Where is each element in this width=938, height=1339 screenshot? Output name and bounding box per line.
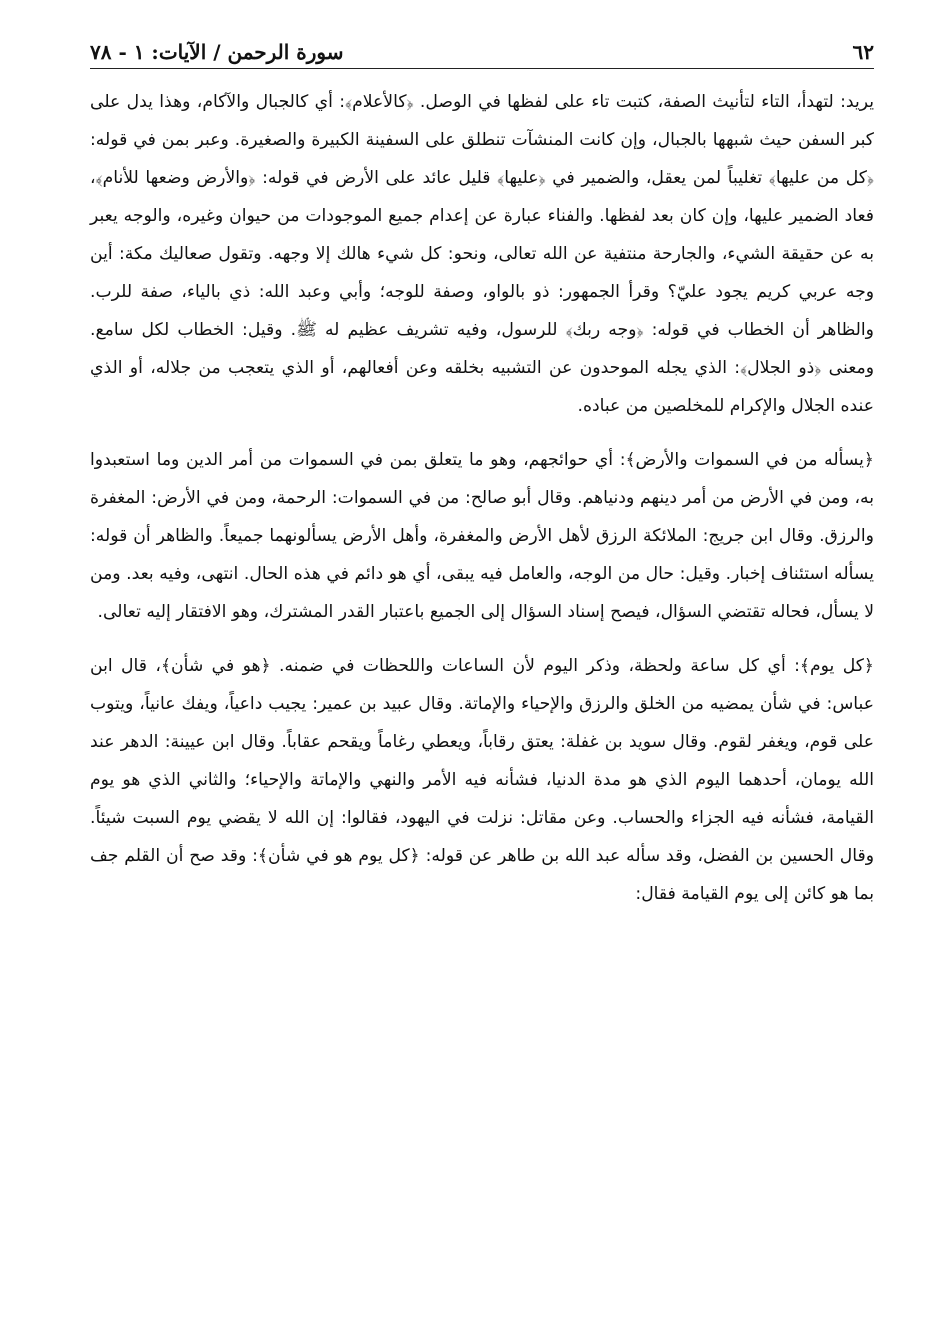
paragraph-1: يريد: لتهدأ، التاء لتأنيث الصفة، كتبت تاء على لفظها في الوصل. ﴿كالأعلام﴾: أي كالجبال والآكام، وهذا يدل على كبر السفن حيث شبهها بالجبال، وإن كانت المنشآت تنطلق على السفينة الكبيرة والصغيرة. وعبر بمن في قوله: ﴿كل من عليها﴾ تغليباً لمن يعقل، والضمير في ﴿عليها﴾ قليل عائد على الأرض في قوله: ﴿والأرض وضعها للأنام﴾، فعاد الضمير عليها، وإن كان بعد لفظها. والفناء عبارة عن إعدام جميع الموجودات من حيوان وغيره، والوجه يعبر به عن حقيقة الشيء، والجارحة منتفية عن الله تعالى، ونحو: كل شيء هالك إلا وجهه. وتقول صعاليك مكة: أين وجه عربي كريم يجود عليّ؟ وقرأ الجمهور: ذو بالواو، وصفة للوجه؛ وأبي وعبد الله: ذي بالياء، صفة للرب. والظاهر أن الخطاب في قوله: ﴿وجه ربك﴾ للرسول، وفيه تشريف عظيم له ﷺ. وقيل: الخطاب لكل سامع. ومعنى ﴿ذو الجلال﴾: الذي يجله الموحدون عن التشبيه بخلقه وعن أفعالهم، أو الذي يتعجب من جلاله، أو الذي عنده الجلال والإكرام للمخلصين من عباده.	[90, 92, 874, 416]
page-header	[90, 30, 874, 69]
paragraph-2: ﴿يسأله من في السموات والأرض﴾: أي حوائجهم، وهو ما يتعلق بمن في السموات من أمر الدين وما استعبدوا به، ومن في الأرض من أمر دينهم ودنياهم. وقال أبو صالح: من في السموات: الرحمة، ومن في الأرض: المغفرة والرزق. وقال ابن جريج: الملائكة الرزق لأهل الأرض والمغفرة، وأهل الأرض يسألونهما جميعاً. والظاهر أن قوله: يسأله استئناف إخبار. وقيل: حال من الوجه، والعامل فيه يبقى، أي هو دائم في هذه الحال. انتهى، وفيه بعد. ومن لا يسأل، فحاله تقتضي السؤال، فيصح إسناد السؤال إلى الجميع باعتبار القدر المشترك، وهو الافتقار إليه تعالى.	[90, 450, 874, 622]
page-body	[90, 83, 874, 913]
page-number: ٦٢	[852, 40, 874, 64]
running-title: سورة الرحمن / الآيات: ١ - ٧٨	[90, 40, 344, 64]
page	[90, 30, 874, 1319]
paragraph-3: ﴿كل يوم﴾: أي كل ساعة ولحظة، وذكر اليوم لأن الساعات واللحظات في ضمنه. ﴿هو في شأن﴾، قال ابن عباس: في شأن يمضيه من الخلق والرزق والإحياء والإماتة. وقال عبيد بن عمير: يجيب داعياً، ويفك عانياً، ويتوب على قوم، ويغفر لقوم. وقال سويد بن غفلة: يعتق رقاباً، ويعطي رغاماً ويقحم عقاباً. وقال ابن عيينة: الدهر عند الله يومان، أحدهما اليوم الذي هو مدة الدنيا، فشأنه فيه الأمر والنهي والإماتة والإحياء؛ والثاني الذي هو يوم القيامة، فشأنه فيه الجزاء والحساب. وعن مقاتل: نزلت في اليهود، فقالوا: إن الله لا يقضي يوم السبت شيئاً. وقال الحسين بن الفضل، وقد سأله عبد الله بن طاهر عن قوله: ﴿كل يوم هو في شأن﴾: وقد صح أن القلم جف بما هو كائن إلى يوم القيامة فقال:	[90, 656, 874, 904]
